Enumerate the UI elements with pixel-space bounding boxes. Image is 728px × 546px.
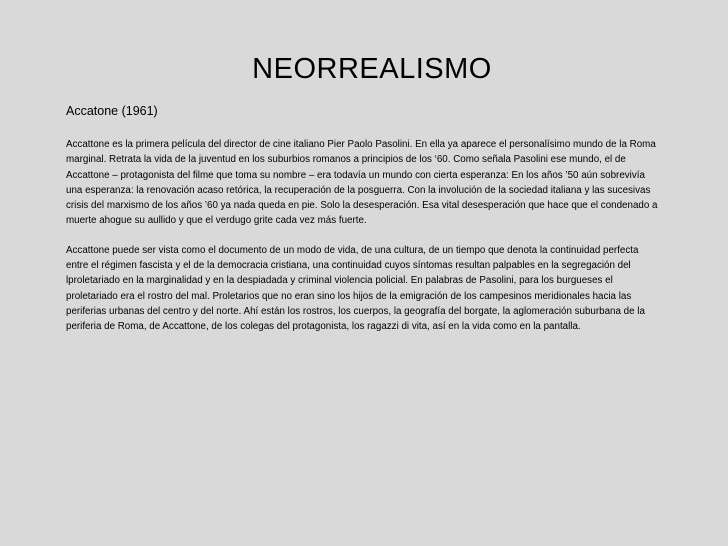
paragraph-line: marginal. Retrata la vida de la juventud en los suburbios romanos a principios de los ‘60. Como señala Pasolini ese mundo, el de: [66, 154, 626, 166]
paragraph-2: [66, 243, 690, 335]
film-subtitle: Accatone (1961): [66, 104, 158, 118]
slide-content: [66, 103, 690, 349]
paragraph-line: una esperanza: la renovación acaso retórica, la recuperación de la posguerra. Con la involución de la sociedad italiana y las sucesivas: [66, 184, 651, 196]
paragraph-line: Accattone es la primera película del director de cine italiano Pier Paolo Pasolini. En ella ya aparece el personalísimo mundo de la Roma: [66, 139, 656, 150]
slide-title: NEORREALISMO: [252, 53, 492, 85]
paragraph-line: periferias urbanas del centro y del norte. Ahí están los rostros, los cuerpos, la geografía del borgate, la aglomeración suburbana de la: [66, 305, 645, 317]
paragraph-line: lproletariado en la marginalidad y en la despiadada y criminal violencia policial. En palabras de Pasolini, para los burgueses el: [66, 275, 613, 287]
paragraph-line: entre el régimen fascista y el de la democracia cristiana, una continuidad cuyos síntomas resultan palpables en la segregación del: [66, 260, 631, 272]
paragraph-line: proletariado era el rostro del mal. Proletarios que no eran sino los hijos de la emigración de los campesinos meridionales hacia las: [66, 290, 632, 302]
paragraph-line: Accattone puede ser vista como el documento de un modo de vida, de una cultura, de un tiempo que denota la continuidad perfecta: [66, 244, 639, 256]
paragraph-1: [66, 137, 690, 229]
paragraph-line: muerte ahogue su aullido y que el verdugo grite cada vez más fuerte.: [66, 215, 367, 227]
paragraph-line: periferia de Roma, de Accattone, de los colegas del protagonista, los ragazzi di vita, así en la vida como en la pantalla.: [66, 321, 581, 333]
paragraph-line: Accattone – protagonista del filme que toma su nombre – era todavía un mundo con cierta esperanza: En los años ’50 aún sobrevivía: [66, 169, 645, 181]
paragraph-line: crisis del marxismo de los años ’60 ya nada queda en pie. Solo la desesperación. Esa vital desesperación que hace que el condenado a: [66, 200, 658, 212]
